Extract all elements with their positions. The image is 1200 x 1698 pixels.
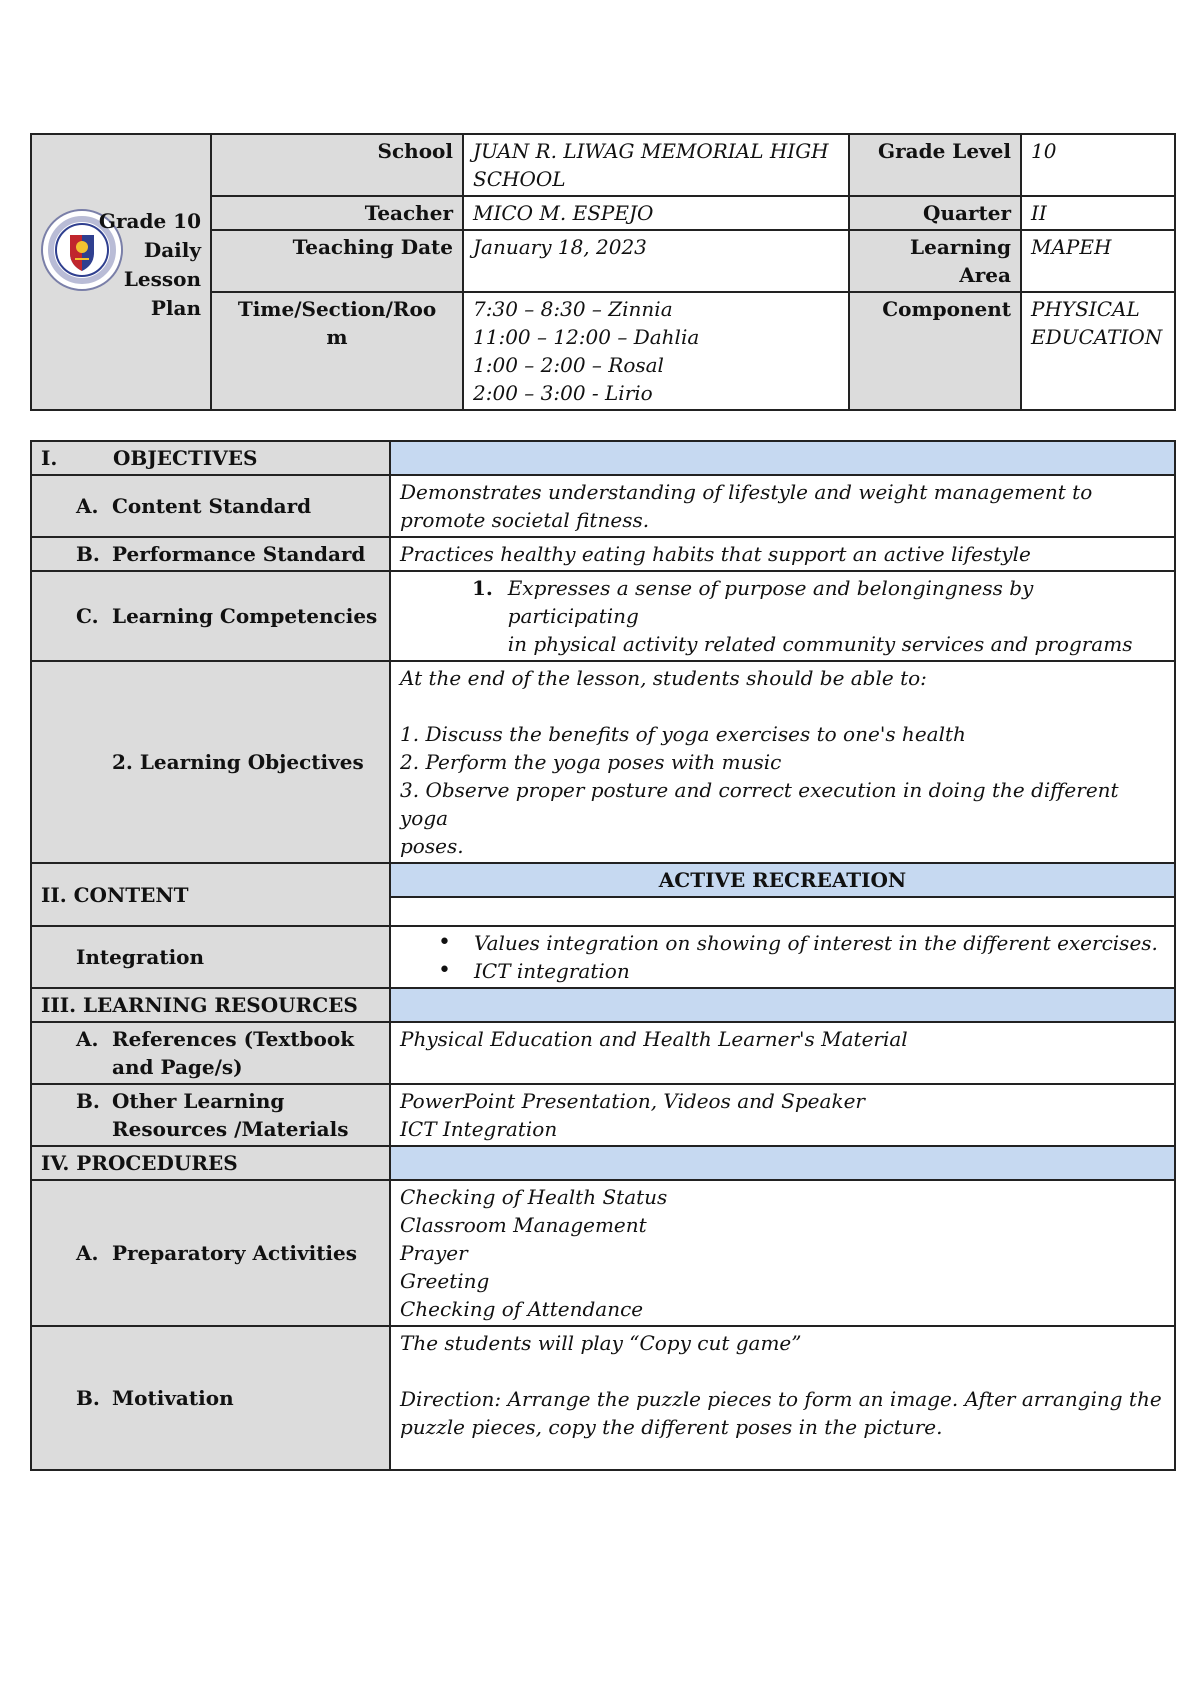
integration-item: • Values integration on showing of interest in the different exercises. xyxy=(438,930,1158,955)
motivation-label: B. Motivation xyxy=(31,1326,390,1470)
time-section-room-value xyxy=(463,292,849,410)
other-resources-value: PowerPoint Presentation, Videos and Speaker ICT Integration xyxy=(390,1084,1175,1146)
teacher-value: MICO M. ESPEJO xyxy=(463,196,849,230)
integration-value xyxy=(390,926,1175,988)
learning-resources-heading-fill xyxy=(390,988,1175,1022)
integration-label: Integration xyxy=(31,926,390,988)
performance-standard-value: Practices healthy eating habits that support an active lifestyle xyxy=(390,537,1175,571)
activity-item: Checking of Attendance xyxy=(400,1297,644,1321)
learning-competencies-label: C. Learning Competencies xyxy=(31,571,390,661)
performance-standard-label: B. Performance Standard xyxy=(31,537,390,571)
learning-resources-heading: III. LEARNING RESOURCES xyxy=(31,988,390,1022)
procedures-heading-fill xyxy=(390,1146,1175,1180)
preparatory-activities-value xyxy=(390,1180,1175,1326)
competency-item: 1. Expresses a sense of purpose and belongingness by participating in physical activity related community services and programs xyxy=(472,576,1133,656)
schedule-line: 1:00 – 2:00 – Rosal xyxy=(473,353,664,377)
teaching-date-label: Teaching Date xyxy=(211,230,463,292)
integration-item: • ICT integration xyxy=(438,958,630,983)
schedule-line: 7:30 – 8:30 – Zinnia xyxy=(473,297,673,321)
content-value: ACTIVE RECREATION xyxy=(390,863,1175,897)
learning-area-label: Learning Area xyxy=(849,230,1021,292)
component-value: PHYSICAL EDUCATION xyxy=(1021,292,1175,410)
learning-area-value: MAPEH xyxy=(1021,230,1175,292)
school-value: JUAN R. LIWAG MEMORIAL HIGH SCHOOL xyxy=(463,134,849,196)
schedule-line: 11:00 – 12:00 – Dahlia xyxy=(473,325,700,349)
activity-item: Greeting xyxy=(400,1269,490,1293)
other-resources-label: B. Other Learning Resources /Materials xyxy=(31,1084,390,1146)
title-cell xyxy=(31,134,211,410)
objective-item: 1. Discuss the benefits of yoga exercises to one's health xyxy=(400,722,966,746)
component-label: Component xyxy=(849,292,1021,410)
objective-item: 2. Perform the yoga poses with music xyxy=(400,750,782,774)
header-table xyxy=(30,133,1176,411)
schedule-line: 2:00 – 3:00 - Lirio xyxy=(473,381,653,405)
quarter-value: II xyxy=(1021,196,1175,230)
activity-item: Prayer xyxy=(400,1241,468,1265)
learning-competencies-value xyxy=(390,571,1175,661)
grade-level-label: Grade Level xyxy=(849,134,1021,196)
references-label: A. References (Textbook and Page/s) xyxy=(31,1022,390,1084)
procedures-heading: IV. PROCEDURES xyxy=(31,1146,390,1180)
activity-item: Classroom Management xyxy=(400,1213,647,1237)
preparatory-activities-label: A. Preparatory Activities xyxy=(31,1180,390,1326)
content-empty-row xyxy=(390,897,1175,926)
lesson-plan-title: Grade 10 Daily Lesson Plan xyxy=(98,209,201,320)
objectives-heading-fill xyxy=(390,441,1175,475)
school-label: School xyxy=(211,134,463,196)
objective-item: 3. Observe proper posture and correct execution in doing the different yoga xyxy=(400,778,1119,830)
content-standard-value: Demonstrates understanding of lifestyle and weight management to promote societal fitness. xyxy=(390,475,1175,537)
learning-objectives-label: 2. Learning Objectives xyxy=(31,661,390,863)
objective-item: poses. xyxy=(400,834,464,858)
motivation-value: The students will play “Copy cut game” Direction: Arrange the puzzle pieces to form an image. After arranging the puzzle pieces, copy the different poses in the picture. xyxy=(390,1326,1175,1470)
lesson-plan-table xyxy=(30,440,1176,1471)
time-section-room-label: Time/Section/Roo m xyxy=(211,292,463,410)
activity-item: Checking of Health Status xyxy=(400,1185,668,1209)
teacher-label: Teacher xyxy=(211,196,463,230)
content-standard-label: A. Content Standard xyxy=(31,475,390,537)
learning-objectives-value: At the end of the lesson, students should be able to: 1. Discuss the benefits of yoga exercises to one's health 2. Perform the yoga poses with music 3. Observe proper posture and correct execution in doing the different yoga poses. xyxy=(390,661,1175,863)
teaching-date-value: January 18, 2023 xyxy=(463,230,849,292)
grade-level-value: 10 xyxy=(1021,134,1175,196)
references-value: Physical Education and Health Learner's Material xyxy=(390,1022,1175,1084)
quarter-label: Quarter xyxy=(849,196,1021,230)
content-heading: II. CONTENT xyxy=(31,863,390,926)
objectives-heading: I. OBJECTIVES xyxy=(31,441,390,475)
